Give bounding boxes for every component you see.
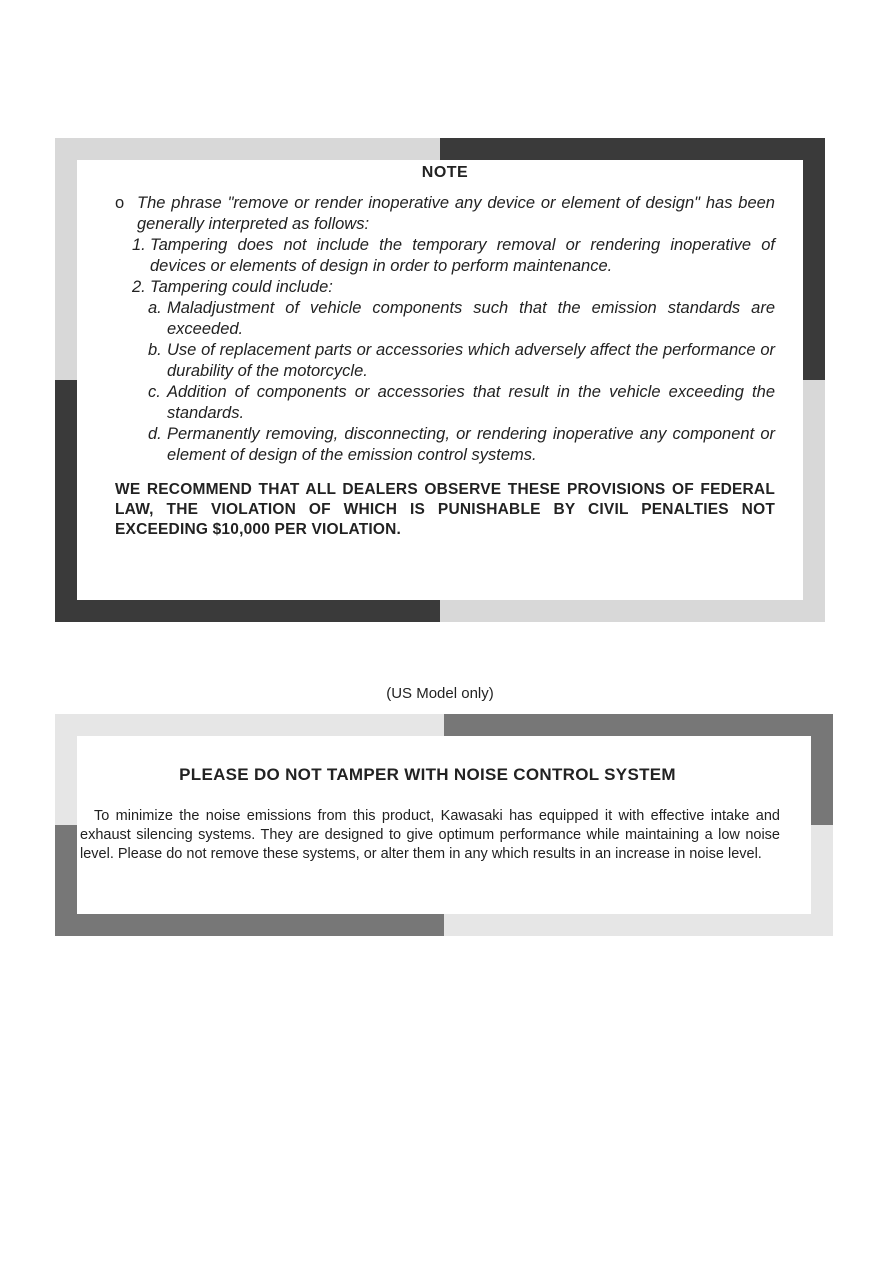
subitem-text: Use of replacement parts or accessories which adversely affect the performance or durability of the motorcycle. [167, 341, 775, 380]
note-subitem-c [115, 382, 775, 424]
item-marker: 2. [132, 278, 146, 296]
note-title: NOTE [421, 164, 469, 181]
note-subitem-d [115, 424, 775, 466]
subitem-marker: d. [148, 425, 162, 443]
note-subitem-a [115, 298, 775, 340]
item-text: Tampering could include: [150, 278, 333, 296]
subitem-text: Addition of components or accessories that result in the vehicle exceeding the standards. [167, 383, 775, 422]
note-intro-text: The phrase "remove or render inoperative any device or element of design" has been generally interpreted as follows: [137, 194, 775, 233]
note-item-1 [115, 235, 775, 277]
us-model-label: (US Model only) [386, 685, 494, 702]
subitem-marker: a. [148, 299, 162, 317]
subitem-marker: b. [148, 341, 162, 359]
item-marker: 1. [132, 236, 146, 254]
noise-control-section [80, 765, 780, 864]
subitem-text: Maladjustment of vehicle components such that the emission standards are exceeded. [167, 299, 775, 338]
note-item-2 [115, 277, 775, 298]
subitem-text: Permanently removing, disconnecting, or rendering inoperative any component or element of design of the emission control systems. [167, 425, 775, 464]
subitem-marker: c. [148, 383, 161, 401]
noise-control-title: PLEASE DO NOT TAMPER WITH NOISE CONTROL SYSTEM [179, 765, 676, 784]
note-section [115, 160, 775, 540]
note-subitem-b [115, 340, 775, 382]
note-intro [115, 193, 775, 235]
item-text: Tampering does not include the temporary removal or rendering inoperative of devices or elements of design in order to perform maintenance. [150, 236, 775, 275]
noise-control-body: To minimize the noise emissions from this product, Kawasaki has equipped it with effective intake and exhaust silencing systems. They are designed to give optimum performance while maintaining a low noise level. Please do not remove these systems, or alter them in any which results in an increase in noise level. [80, 808, 780, 862]
federal-law-warning: WE RECOMMEND THAT ALL DEALERS OBSERVE THESE PROVISIONS OF FEDERAL LAW, THE VIOLATION OF WHICH IS PUNISHABLE BY CIVIL PENALTIES NOT EXCEEDING $10,000 PER VIOLATION. [115, 481, 775, 538]
bullet-marker: o [115, 194, 125, 212]
